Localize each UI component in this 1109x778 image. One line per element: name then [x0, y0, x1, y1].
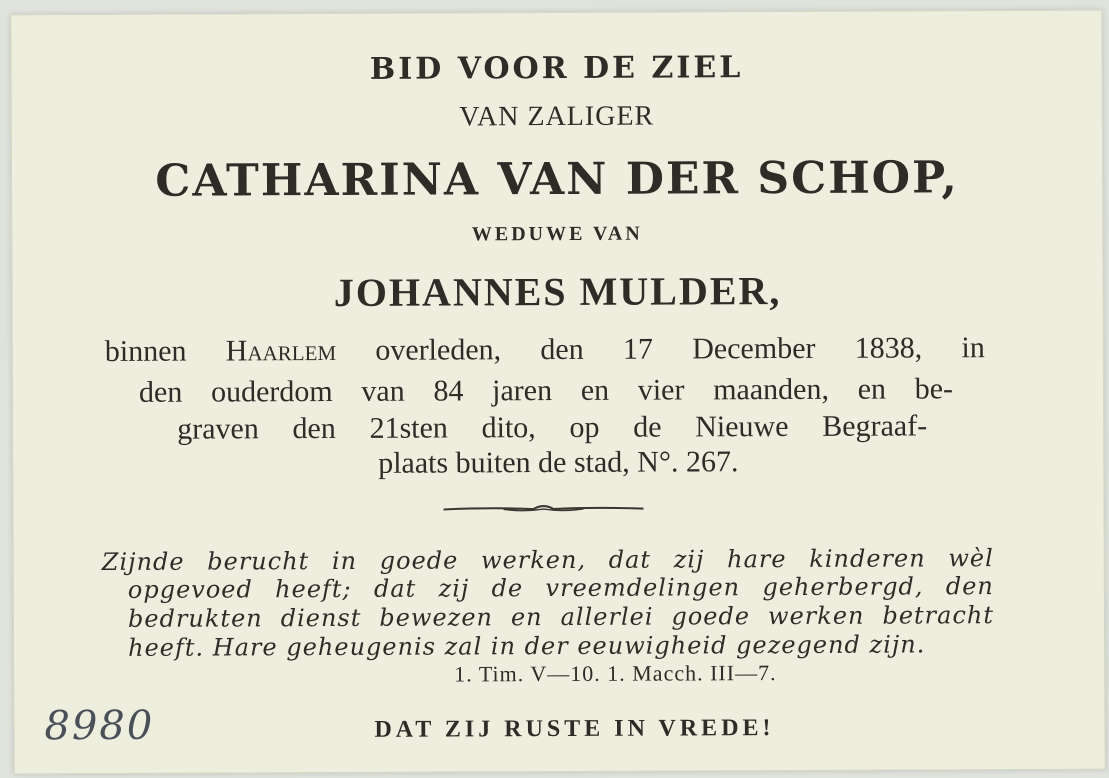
husband-name: JOHANNES MULDER,: [333, 268, 782, 315]
city-name: Haarlem: [225, 333, 337, 368]
body-text: overleden, den 17 December 1838, in: [336, 331, 985, 367]
inventory-number: 8980: [44, 702, 155, 750]
ornament-divider: [443, 499, 643, 520]
body-line-1: [105, 331, 985, 369]
scripture-reference: 1. Tim. V—10. 1. Macch. III—7.: [454, 660, 777, 687]
quote-line-4: heeft. Hare geheugenis zal in der eeuwigheid gezegend zijn.: [128, 630, 926, 662]
card-heading: BID VOOR DE ZIEL: [369, 50, 744, 87]
card-subheading: VAN ZALIGER: [459, 100, 655, 133]
widow-of-label: WEDUWE VAN: [471, 222, 643, 246]
quote-line-2: opgevoed heeft; dat zij de vreemdelingen geherbergd, den: [127, 572, 994, 604]
body-line-2: den ouderdom van 84 jaren en vier maanden, en be-: [138, 372, 954, 409]
deceased-name: CATHARINA VAN DER SCHOP,: [155, 152, 959, 207]
body-line-4: plaats buiten de stad, N°. 267.: [378, 445, 739, 480]
body-line-3: graven den 21sten dito, op de Nieuwe Begraaf-: [177, 409, 928, 446]
quote-line-1: Zijnde berucht in goede werken, dat zij hare kinderen wèl: [101, 544, 994, 576]
quote-line-3: bedrukten dienst bewezen en allerlei goede werken betracht: [127, 601, 995, 633]
body-text: binnen: [104, 334, 226, 368]
closing-line: DAT ZIJ RUSTE IN VREDE!: [374, 715, 775, 743]
memorial-card: [10, 10, 1105, 775]
